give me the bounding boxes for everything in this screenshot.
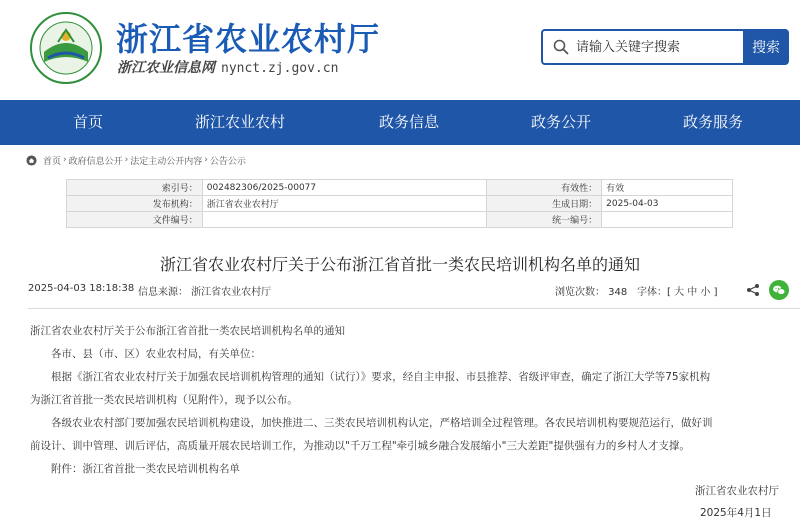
table-row [67,180,733,196]
table-row [67,212,733,228]
site-title[interactable]: 浙江省农业农村厅 [116,20,381,58]
nav-item-gov-service[interactable]: 政务服务 [682,113,743,131]
breadcrumb-separator: › [124,155,129,165]
site-domain: nynct.zj.gov.cn [221,61,339,76]
unified-no-label: 统一编号： [487,212,602,228]
attachment-link[interactable]: 附件：浙江省首批一类农民培训机构名单 [51,463,240,475]
site-subtitle [117,57,338,77]
article-date: 2025-04-03 18:18:38 [28,283,135,294]
search-button[interactable]: 搜索 [743,29,789,65]
search-box [541,29,744,65]
article-line: 浙江省农业农村厅关于公布浙江省首批一类农民培训机构名单的通知 [30,325,345,337]
signature-org: 浙江省农业农村厅 [695,485,779,497]
doc-no-value [202,212,487,228]
font-size-switcher[interactable]: 字体：[ 大 中 小 ] [637,287,718,298]
index-label: 索引号： [67,180,203,196]
search-input[interactable] [576,31,741,63]
breadcrumb-announcements[interactable]: 公告公示 [209,156,246,167]
main-nav [0,100,800,145]
date-label: 生成日期： [487,196,602,212]
breadcrumb-home[interactable]: 首页 [43,156,62,167]
breadcrumb [26,152,246,168]
table-row [67,196,733,212]
breadcrumb-separator: › [63,155,67,165]
nav-item-gov-open[interactable]: 政务公开 [530,113,591,131]
site-header [0,0,800,100]
unified-no-value [602,212,733,228]
article-meta [28,283,788,297]
article-line: 为浙江省首批一类农民培训机构（见附件），现予以公布。 [30,394,298,406]
site-subtitle-text: 浙江农业信息网 [117,60,215,76]
breadcrumb-separator: › [204,155,208,165]
divider [28,308,800,309]
breadcrumb-statutory-content[interactable]: 法定主动公开内容 [130,156,203,167]
article-line: 前设计、训中管理、训后评估，高质量开展农民培训工作，为推动以"千万工程"牵引城乡融合发展缩小"三大差距"提供强有力的乡村人才支撑。 [30,440,690,452]
home-icon [26,155,37,166]
article-line: 各级农业农村部门要加强农民培训机构建设，加快推进二、三类农民培训机构认定，严格培训全过程管理。各农民培训机构要规范运行，做好训 [51,417,713,429]
nav-item-gov-info[interactable]: 政务信息 [378,113,439,131]
article-source: 信息来源： 浙江省农业农村厅 [138,287,272,298]
publisher-value: 浙江省农业农村厅 [202,196,487,212]
document-info-table [66,179,733,228]
logo-emblem[interactable] [30,12,102,84]
validity-label: 有效性： [487,180,602,196]
publisher-label: 发布机构： [67,196,203,212]
search-icon [553,39,569,55]
article-line: 根据《浙江省农业农村厅关于加强农民培训机构管理的通知（试行）》要求，经自主申报、市县推荐、省级评审查，确定了浙江大学等75家机构 [51,371,711,383]
article-title: 浙江省农业农村厅关于公布浙江省首批一类农民培训机构名单的通知 [159,255,640,274]
article-views: 浏览次数： 348 [555,287,628,298]
share-icon[interactable] [746,283,760,297]
breadcrumb-gov-info-open[interactable]: 政府信息公开 [68,156,123,167]
validity-value: 有效 [602,180,733,196]
nav-item-zhejiang-agri[interactable]: 浙江农业农村 [194,113,285,131]
doc-no-label: 文件编号： [67,212,203,228]
article-line: 各市、县（市、区）农业农村局，有关单位： [51,348,261,360]
index-value: 002482306/2025-00077 [202,180,487,196]
nav-item-home[interactable]: 首页 [72,113,103,131]
signature-date: 2025年4月1日 [700,507,772,519]
date-value: 2025-04-03 [602,196,733,212]
wechat-icon[interactable] [769,280,789,300]
